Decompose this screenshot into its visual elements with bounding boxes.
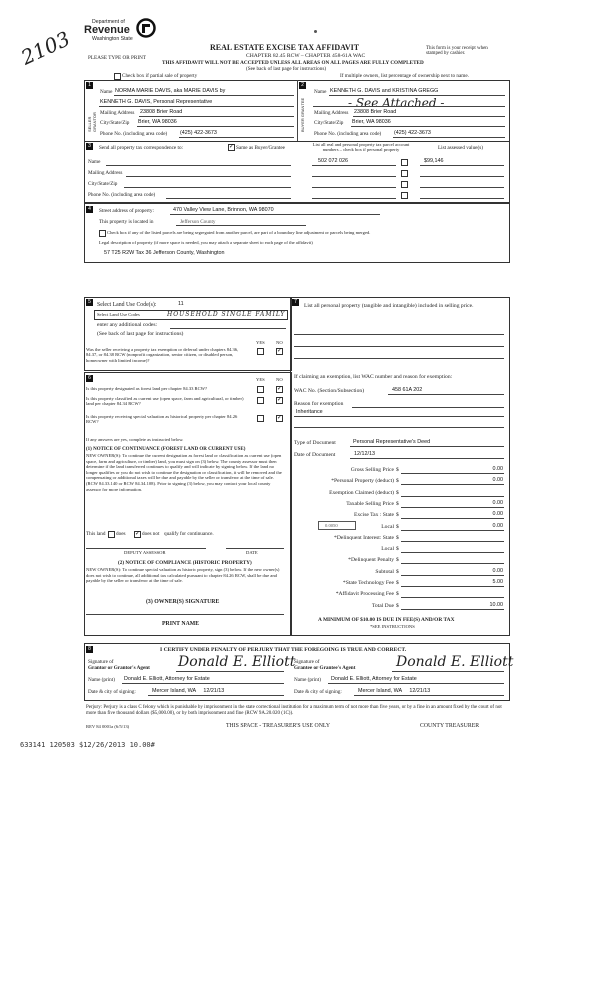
calc-row-label: *Affidavit Processing Fee <box>335 591 394 598</box>
parcel-3-checkbox[interactable] <box>401 181 408 188</box>
doc-type[interactable]: Personal Representative's Deed <box>353 439 431 445</box>
buyer-side-label: BUYER GRANTEE <box>300 97 305 132</box>
calc-row-label: Local <box>381 523 394 530</box>
grantor-name[interactable]: Donald E. Elliott, Attorney for Estate <box>124 676 210 682</box>
grantee-name[interactable]: Donald E. Elliott, Attorney for Estate <box>331 676 417 682</box>
dor-logo-icon <box>136 18 156 38</box>
s3-mailing-label: Mailing Address <box>88 170 123 176</box>
seller-phone-label: Phone No. (including area code) <box>100 131 168 137</box>
notice2-title: (2) NOTICE OF COMPLIANCE (HISTORIC PROPERTY) <box>118 560 252 566</box>
this-land-label: This land <box>86 531 106 537</box>
local-rate: 0.0050 <box>325 523 338 528</box>
parcel-2-checkbox[interactable] <box>401 170 408 177</box>
seller-phone[interactable]: (425) 422-3673 <box>180 130 217 136</box>
section-divider <box>297 80 298 141</box>
dept-state: Washington State <box>92 36 133 42</box>
forest-no-checkbox[interactable] <box>276 386 283 393</box>
forest-question: Is this property designated as forest land per chapter 84.33 RCW? <box>86 386 208 391</box>
buyer-city-label: City/State/Zip <box>314 120 344 126</box>
assessed-header: List assessed value(s) <box>438 145 483 151</box>
legal-label: Legal description of property (if more space is needed, you may attach a separate sheet to each page of the affidavit) <box>99 240 313 245</box>
buyer-phone[interactable]: (425) 422-3673 <box>394 130 431 136</box>
historic-no-checkbox[interactable] <box>276 415 283 422</box>
grantor-agent-label: Grantor or Grantor's Agent <box>88 665 150 671</box>
section-6-frame <box>84 372 292 636</box>
s3-name-label: Name <box>88 159 101 165</box>
section-5-number: 5 <box>86 299 93 306</box>
notice2-body: NEW OWNER(S): To continue special valuation as historic property, sign (3) below. If the new owner(s) does not wish to continue, all additional tax calculated pursuant to chapter 84.26 RCW, shall be due and payable by the seller or transferor at the time of sale. <box>86 567 280 584</box>
calc-row-label: Exemption Claimed (deduct) <box>329 489 394 496</box>
grantor-name-label: Name (print) <box>88 677 115 683</box>
notice1-body: NEW OWNER(S): To continue the current designation as forest land or classification as current use (open space, farm and agriculture, or timber) land, you must sign on (3) below. The county assessor must then determine if the land transferred continues to qualify and will indicate by signing below. If the land no longer qualifies or you do not wish to continue the designation or classification, it will be removed and the compensating or additional taxes will be due and payable by the seller or transferor at the time of sale. (RCW 84.33.140 or RCW 84.34.108). Prior to signing (3) below, you may contact your local county assessor for more information. <box>86 453 282 492</box>
partial-sale-label: Check box if partial sale of property <box>122 73 198 79</box>
please-type: PLEASE TYPE OR PRINT <box>88 55 146 61</box>
exemption-no-checkbox[interactable] <box>276 348 283 355</box>
land-use-code[interactable]: 11 <box>178 301 184 307</box>
calc-row-value[interactable]: 0.00 <box>492 499 503 506</box>
located-label: This property is located in <box>99 219 154 225</box>
answers-yes-note: If any answers are yes, complete as instructed below. <box>86 437 184 442</box>
seller-city[interactable]: Brier, WA 98036 <box>138 119 177 125</box>
calc-row-value[interactable]: 5.00 <box>492 579 503 585</box>
claiming-exemption-label: If claiming an exemption, list WAC number and reason for exemption: <box>294 374 453 380</box>
current-use-question: Is this property classified as current use (open space, farm and agricultural, or timber) land per chapter 84.34 RCW? <box>86 396 244 407</box>
doc-type-label: Type of Document <box>294 440 336 446</box>
calc-row-value[interactable]: 0.00 <box>492 567 503 574</box>
parcel-1-checkbox[interactable] <box>401 159 408 166</box>
print-name-label: PRINT NAME <box>162 621 200 627</box>
warning-line: THIS AFFIDAVIT WILL NOT BE ACCEPTED UNLESS ALL AREAS ON ALL PAGES ARE FULLY COMPLETED <box>162 60 424 66</box>
cashier-stamp: 633141 120503 $12/26/2013 10.00# <box>20 741 155 749</box>
chapter-line: CHAPTER 82.45 RCW – CHAPTER 458-61A WAC <box>246 53 366 59</box>
land-use-box-label: Select Land Use Codes <box>97 312 140 317</box>
land-use-label: Select Land Use Code(s): <box>97 302 157 308</box>
section-7-number: 7 <box>292 299 299 306</box>
street-address[interactable]: 470 Valley View Lane, Brinnon, WA 98070 <box>173 207 274 213</box>
see-instructions: *SEE INSTRUCTIONS <box>370 624 415 629</box>
grantee-date-label: Date & city of signing: <box>294 689 342 695</box>
grantor-signature[interactable]: Donald E. Elliott <box>178 654 296 670</box>
buyer-name-label: Name <box>314 89 327 95</box>
calc-row-dollar: $ <box>396 546 399 553</box>
historic-question: Is this property receiving special valuation as historical property per chapter 84.26 RCW? <box>86 414 238 425</box>
forest-yes-checkbox[interactable] <box>257 386 264 393</box>
calc-row-dollar: $ <box>396 467 399 473</box>
assessed-value[interactable]: $99,146 <box>424 158 444 164</box>
reason-value[interactable]: Inheritance <box>296 409 323 415</box>
calc-row-dollar: $ <box>396 512 399 519</box>
grantor-date-city[interactable]: Mercer Island, WA 12/21/13 <box>152 688 225 694</box>
grantor-sig-label: Signature of <box>88 659 114 665</box>
parcel-4-checkbox[interactable] <box>401 192 408 199</box>
reason-label: Reason for exemption <box>294 401 344 407</box>
notice1-title: (1) NOTICE OF CONTINUANCE (FOREST LAND OR CURRENT USE) <box>86 447 246 452</box>
located-county[interactable]: Jefferson County <box>180 219 216 225</box>
additional-codes-label: enter any additional codes: <box>97 322 158 328</box>
land-does-checkbox[interactable] <box>108 531 115 538</box>
receipt-note: This form is your receipt when stamped by cashier. <box>426 46 488 57</box>
section-3-number: 3 <box>86 143 93 150</box>
dept-small: Department of <box>92 19 125 25</box>
seller-side-label: SELLER GRANTOR <box>87 112 97 132</box>
exemption-yes-checkbox[interactable] <box>257 348 264 355</box>
calc-row-dollar: $ <box>396 523 399 530</box>
calc-row-label: Gross Selling Price <box>350 467 394 473</box>
seller-mailing-label: Mailing Address <box>100 110 135 116</box>
seller-city-label: City/State/Zip <box>100 120 130 126</box>
qualify-label: qualify for continuance. <box>164 531 214 537</box>
s6-no: NO <box>276 377 283 382</box>
calc-row-dollar: $ <box>396 489 399 496</box>
dept-big: Revenue <box>84 24 130 36</box>
section-1-number: 1 <box>86 82 93 89</box>
buyer-name[interactable]: KENNETH G. DAVIS and KRISTINA GREGG <box>330 88 439 94</box>
scan-speck <box>314 30 317 33</box>
grantee-signature[interactable]: Donald E. Elliott <box>396 654 514 670</box>
section-2-number: 2 <box>299 82 306 89</box>
multiple-owners-note: If multiple owners, list percentage of ownership next to name. <box>340 73 469 79</box>
current-use-yes-checkbox[interactable] <box>257 397 264 404</box>
send-correspondence-label: Send all property tax correspondence to: <box>99 145 183 151</box>
segregated-checkbox[interactable] <box>99 230 106 237</box>
certify-statement: I CERTIFY UNDER PENALTY OF PERJURY THAT THE FOREGOING IS TRUE AND CORRECT. <box>160 647 407 653</box>
grantee-sig-label: Signature of <box>294 659 320 665</box>
deputy-assessor-label: DEPUTY ASSESSOR <box>124 550 166 555</box>
historic-yes-checkbox[interactable] <box>257 415 264 422</box>
calc-row-label: *Delinquent Penalty <box>348 557 394 564</box>
segregated-label: Check box if any of the listed parcels are being segregated from another parcel, are part of a boundary line adjustment or parcels being merged. <box>107 230 371 235</box>
see-back-line: (See back of last page for instructions) <box>246 66 327 72</box>
parcel-header: List all real and personal property tax parcel account numbers – check box if personal property <box>312 142 410 153</box>
calc-row-dollar: $ <box>396 602 399 609</box>
does-not-label: does not <box>142 531 160 537</box>
land-use-desc: HOUSEHOLD SINGLE FAMILY <box>167 311 286 318</box>
doc-date-label: Date of Document <box>294 452 336 458</box>
calc-row-label: *State Technology Fee <box>342 580 394 586</box>
date-label: DATE <box>246 550 258 555</box>
land-does-not-checkbox[interactable] <box>134 531 141 538</box>
calc-row-label: Total Due <box>371 602 394 609</box>
buyer-mailing[interactable]: 23808 Brier Road <box>354 109 397 115</box>
calc-row-label: Excise Tax : State <box>353 512 394 519</box>
calc-row-value[interactable]: 0.00 <box>492 511 503 518</box>
s3-city-label: City/State/Zip <box>88 181 118 187</box>
calc-row-dollar: $ <box>396 500 399 507</box>
buyer-mailing-label: Mailing Address <box>314 110 349 116</box>
calc-row-value[interactable]: 0.00 <box>492 477 503 484</box>
perjury-note: Perjury: Perjury is a class C felony which is punishable by imprisonment in the state correctional institution for a maximum term of not more than five years, or by a fine in an amount fixed by the court of not more than five thousand dollars ($5,000.00), or by both imprisonment and fine (RCW 9A.20.020 (1C)). <box>86 705 502 716</box>
treasurer-space: THIS SPACE - TREASURER'S USE ONLY <box>226 723 331 729</box>
seller-mailing[interactable]: 23808 Brier Road <box>140 109 183 115</box>
calc-row-value[interactable]: 10.00 <box>489 601 503 608</box>
calc-row-label: Local <box>381 546 394 553</box>
dor-logo <box>78 18 158 44</box>
s5-yes: YES <box>256 340 265 345</box>
section-8-number: 8 <box>86 646 93 653</box>
form-title: REAL ESTATE EXCISE TAX AFFIDAVIT <box>210 43 360 52</box>
doc-date[interactable]: 12/12/13 <box>354 451 375 457</box>
local-rate-box[interactable] <box>318 521 356 530</box>
partial-sale-checkbox[interactable] <box>114 73 121 80</box>
s5-no: NO <box>276 340 283 345</box>
section-4-number: 4 <box>86 206 93 213</box>
wac-label: WAC No. (Section/Subsection) <box>294 388 365 394</box>
does-label: does <box>116 531 126 537</box>
buyer-phone-label: Phone No. (including area code) <box>314 131 382 137</box>
calc-row-dollar: $ <box>396 568 399 575</box>
calc-row-value[interactable]: 0.00 <box>492 522 503 529</box>
current-use-no-checkbox[interactable] <box>276 397 283 404</box>
legal-description[interactable]: 57 T25 R2W Tax 36 Jefferson County, Washington <box>104 250 225 256</box>
calc-row-dollar: $ <box>396 580 399 586</box>
owner-signature-label: (3) OWNER(S) SIGNATURE <box>146 599 220 605</box>
seller-name-2[interactable]: KENNETH G. DAVIS, Personal Representative <box>100 99 213 105</box>
calc-row-dollar: $ <box>396 534 399 541</box>
same-as-buyer-label: Same as Buyer/Grantee <box>236 145 285 151</box>
buyer-see-attached: - See Attached - <box>348 96 445 110</box>
handwritten-mark: 2103 <box>17 26 74 70</box>
grantee-name-label: Name (print) <box>294 677 321 683</box>
calc-row-label: Subtotal <box>375 568 394 575</box>
seller-name[interactable]: NORMA MARIE DAVIS, aka MARIE DAVIS by <box>115 88 226 94</box>
county-treasurer: COUNTY TREASURER <box>420 723 480 729</box>
s3-phone-label: Phone No. (including area code) <box>88 192 156 198</box>
minimum-note: A MINIMUM OF $10.00 IS DUE IN FEE(S) AND/OR TAX <box>318 617 455 623</box>
grantor-date-label: Date & city of signing: <box>88 689 136 695</box>
calc-row-label: *Delinquent Interest: State <box>334 534 394 541</box>
same-as-buyer-checkbox[interactable] <box>228 144 235 151</box>
buyer-city[interactable]: Brier, WA 98036 <box>352 119 391 125</box>
calc-row-label: *Personal Property (deduct) <box>331 478 394 485</box>
rev-number: REV 84 0001a (6/5/13) <box>86 724 130 729</box>
personal-property-label: List all personal property (tangible and intangible) included in selling price. <box>304 303 474 309</box>
calc-row-value[interactable]: 0.00 <box>492 466 503 472</box>
wac-number[interactable]: 458 61A 202 <box>392 387 423 393</box>
parcel-number[interactable]: 502 072 026 <box>318 158 348 164</box>
s6-yes: YES <box>256 377 265 382</box>
seller-name-label: Name <box>100 89 113 95</box>
land-use-box[interactable] <box>94 310 288 320</box>
grantee-date-city[interactable]: Mercer Island, WA 12/21/13 <box>358 688 431 694</box>
calc-row-label: Taxable Selling Price <box>346 500 394 507</box>
see-back-instructions: (See back of last page for instructions) <box>97 331 184 337</box>
exemption-question: Was the seller receiving a property tax exemption or deferral under chapters 84.36, 84.37, or 84.38 RCW (nonprofit organization, senior citizen, or disabled person, homeowner with limited income)? <box>86 347 239 363</box>
street-label: Street address of property: <box>99 208 154 214</box>
calc-row-dollar: $ <box>396 478 399 485</box>
section-6-number: 6 <box>86 375 93 382</box>
calc-row-dollar: $ <box>396 557 399 564</box>
grantee-agent-label: Grantee or Grantee's Agent <box>294 665 356 671</box>
calc-row-dollar: $ <box>396 591 399 598</box>
